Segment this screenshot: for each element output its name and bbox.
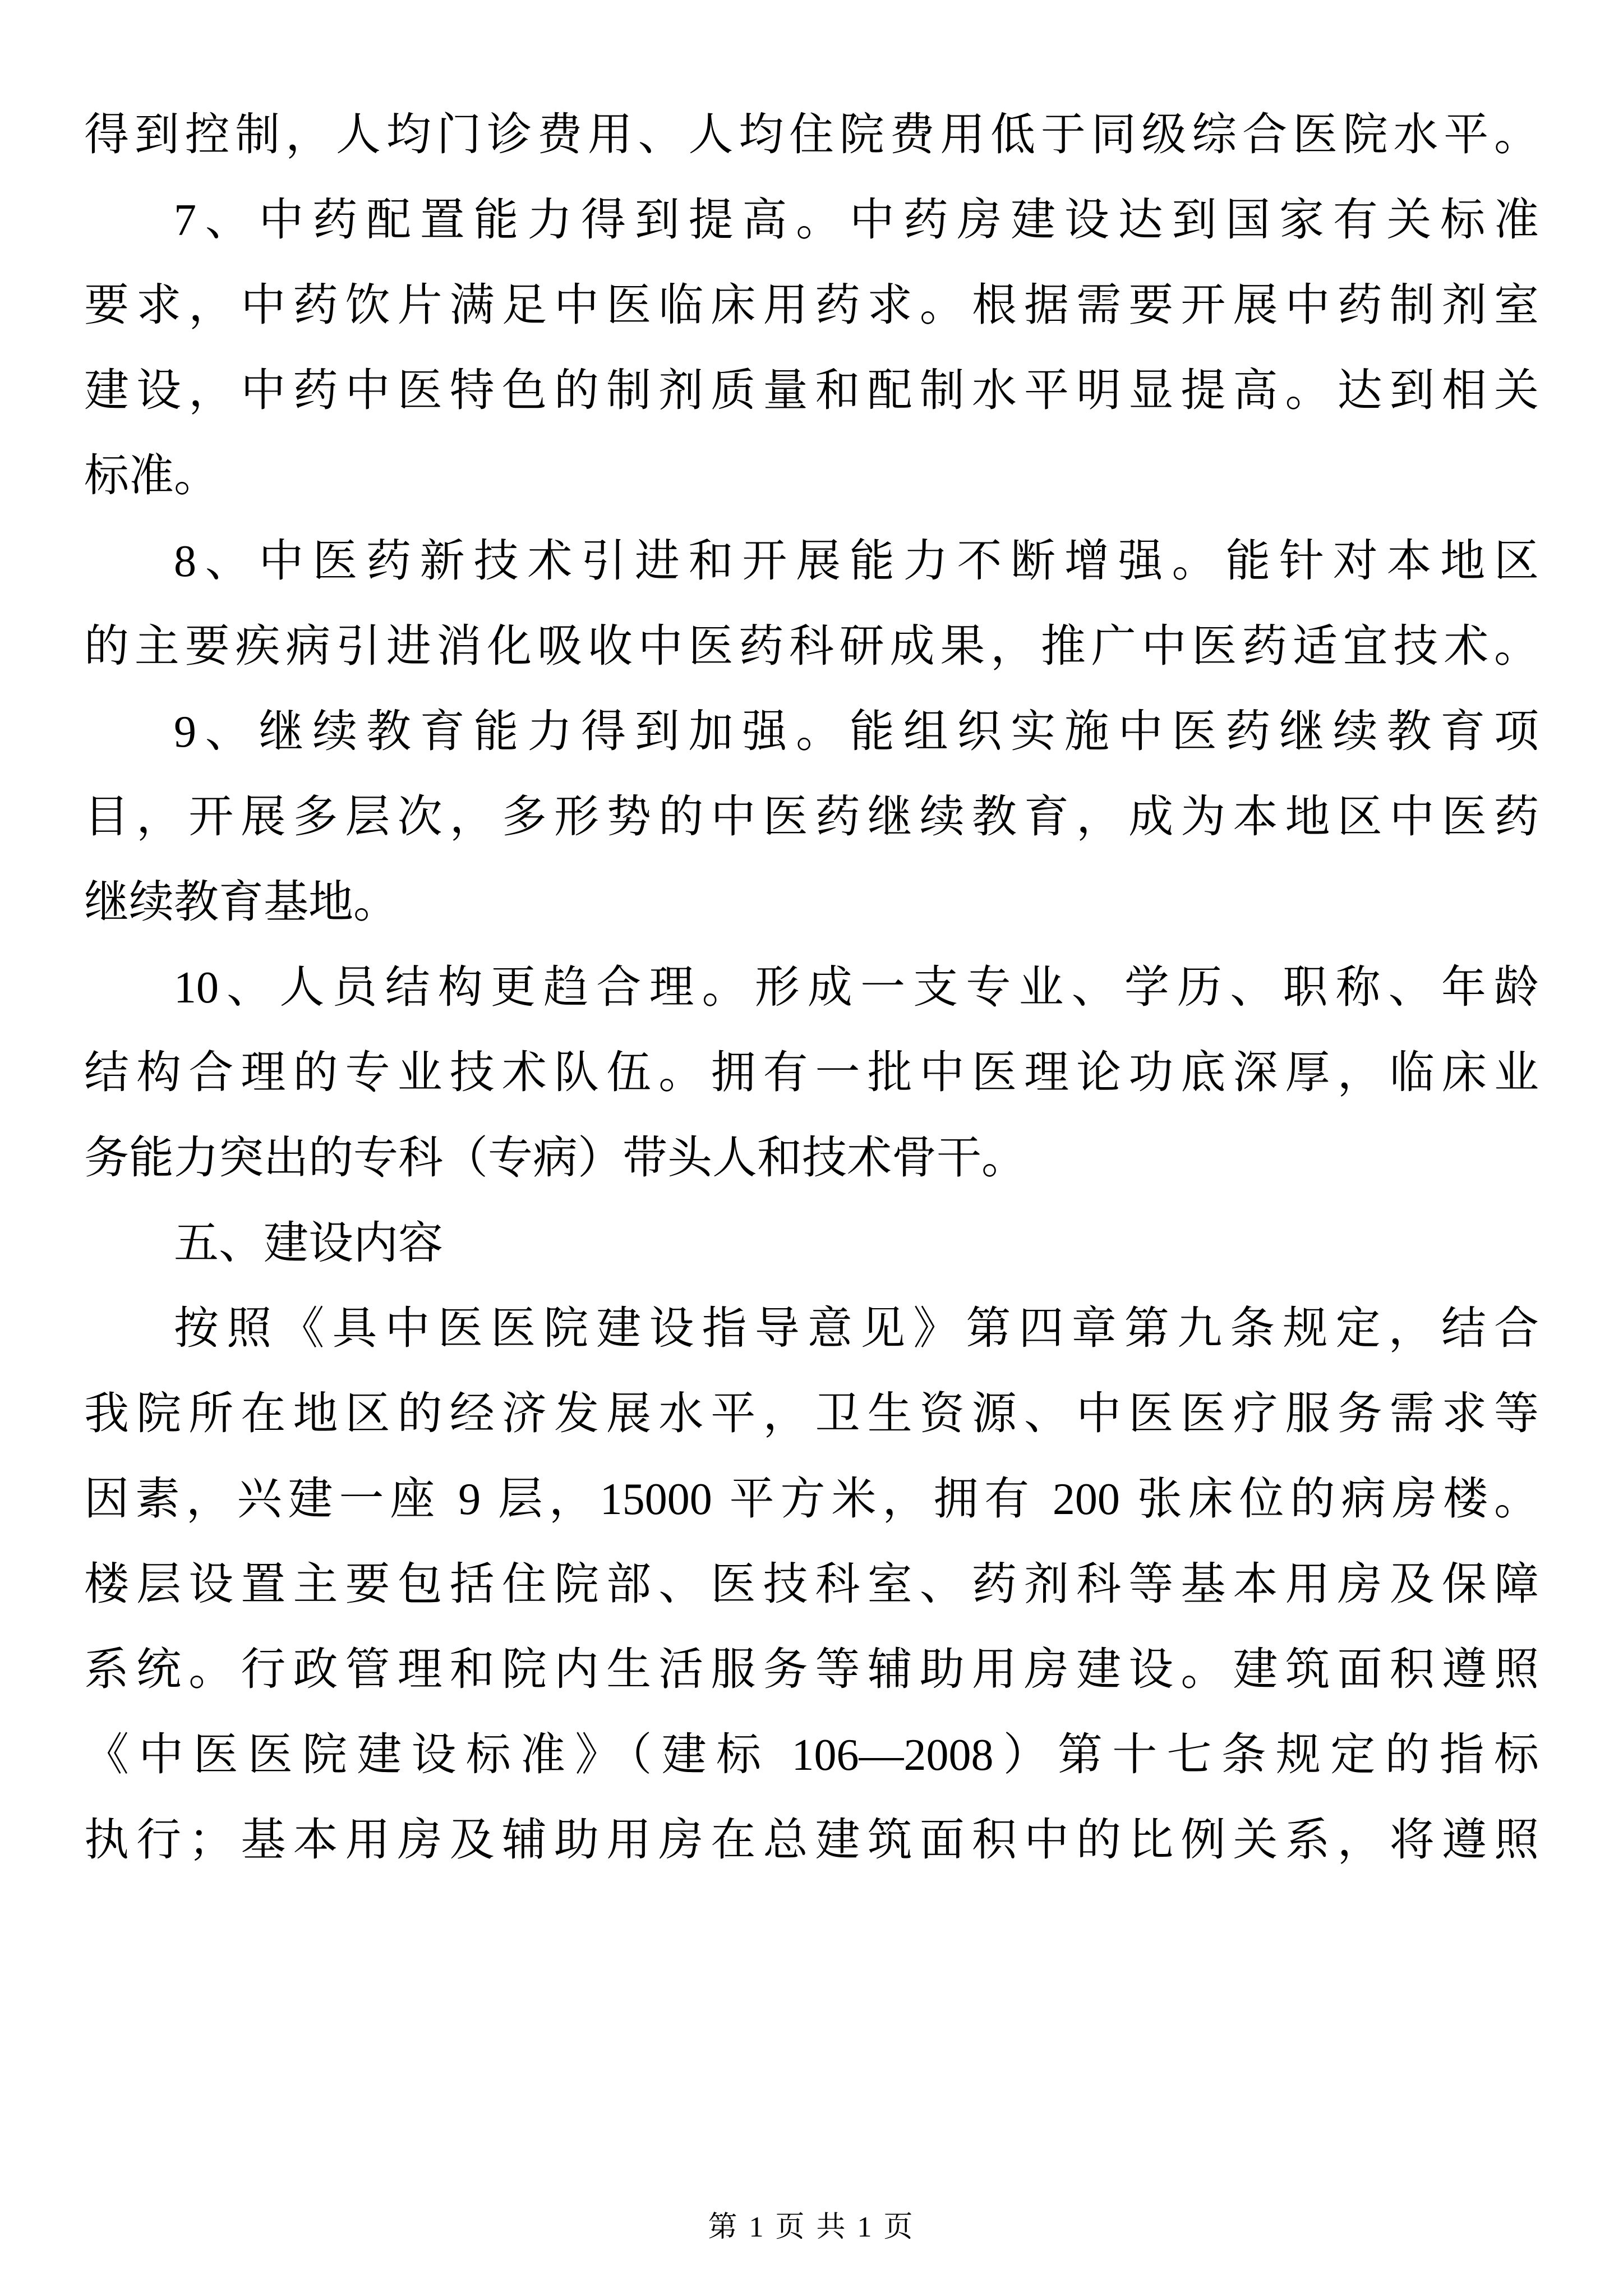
text-line: 7、中药配置能力得到提高。中药房建设达到国家有关标准 <box>174 196 1539 245</box>
text-line: 《中医医院建设标准》（建标 106—2008）第十七条规定的指标 <box>84 1731 1539 1780</box>
text-line: 得到控制，人均门诊费用、人均住院费用低于同级综合医院水平。 <box>84 111 1539 160</box>
text-line: 8、中医药新技术引进和开展能力不断增强。能针对本地区 <box>174 537 1539 586</box>
text-line: 的主要疾病引进消化吸收中医药科研成果，推广中医药适宜技术。 <box>84 622 1539 671</box>
text-line: 我院所在地区的经济发展水平，卫生资源、中医医疗服务需求等 <box>84 1389 1539 1439</box>
text-line: 执行；基本用房及辅助用房在总建筑面积中的比例关系，将遵照 <box>84 1816 1539 1865</box>
text-line: 按照《具中医医院建设指导意见》第四章第九条规定，结合 <box>174 1304 1539 1354</box>
text-line: 9、继续教育能力得到加强。能组织实施中医药继续教育项 <box>174 707 1539 757</box>
text-line: 结构合理的专业技术队伍。拥有一批中医理论功底深厚，临床业 <box>84 1048 1539 1098</box>
text-line: 目，开展多层次，多形势的中医药继续教育，成为本地区中医药 <box>84 793 1539 842</box>
section-heading: 五、建设内容 <box>174 1219 443 1268</box>
page-footer: 第 1 页 共 1 页 <box>708 2211 915 2243</box>
text-line: 务能力突出的专科（专病）带头人和技术骨干。 <box>84 1134 1026 1183</box>
text-line: 继续教育基地。 <box>84 878 398 927</box>
text-line: 系统。行政管理和院内生活服务等辅助用房建设。建筑面积遵照 <box>84 1645 1539 1695</box>
text-line: 楼层设置主要包括住院部、医技科室、药剂科等基本用房及保障 <box>84 1560 1539 1609</box>
document-body <box>84 93 1539 1883</box>
text-line: 要求，中药饮片满足中医临床用药求。根据需要开展中药制剂室 <box>84 281 1539 330</box>
text-line: 因素，兴建一座 9 层，15000 平方米，拥有 200 张床位的病房楼。 <box>84 1475 1539 1524</box>
text-line: 10、人员结构更趋合理。形成一支专业、学历、职称、年龄 <box>174 963 1539 1013</box>
text-line: 标准。 <box>84 452 219 501</box>
text-line: 建设，中药中医特色的制剂质量和配制水平明显提高。达到相关 <box>84 366 1539 416</box>
